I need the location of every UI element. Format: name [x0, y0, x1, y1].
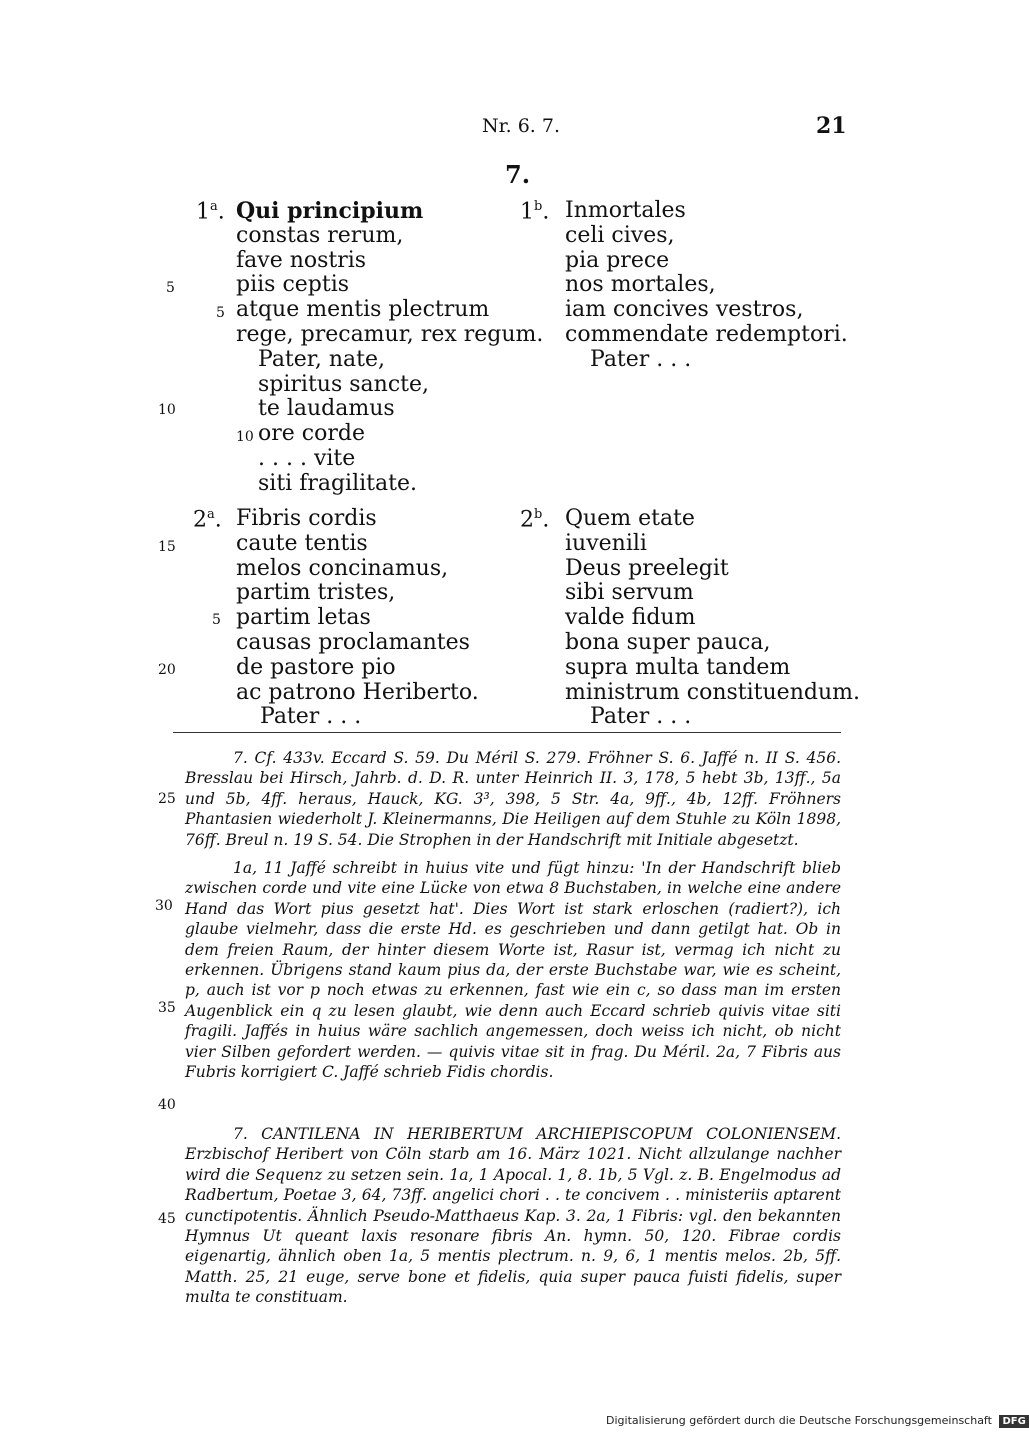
margin-line-number: 5 — [166, 280, 175, 296]
margin-line-number: 40 — [158, 1097, 176, 1113]
verse-line: spiritus sancte, — [258, 371, 430, 397]
verse-line: te laudamus — [258, 396, 395, 422]
verse-number: 5 — [212, 612, 221, 628]
verse-line: ore corde — [258, 421, 365, 447]
dfg-logo: DFG — [999, 1415, 1028, 1428]
strophe-1a — [236, 199, 543, 497]
verse-line: . . . . vite — [258, 445, 356, 471]
margin-line-number: 20 — [158, 662, 176, 678]
margin-line-number: 30 — [155, 898, 173, 914]
apparatus-note-variants: 1a, 11 Jaffé schreibt in huius vite und fügt hinzu: 'In der Handschrift blieb zwischen corde und vite eine Lücke von etwa 8 Buchstaben, in welche eine andere Hand das Wort pius gesetzt hat'. Dies Wort ist stark erloschen (radiert?), ich glaube vielmehr, dass die erste Hd. es geschrieben und dann getilgt hat. Ob in dem freien Raum, der hinter diesem Worte ist, Rasur ist, vermag ich nicht zu erkennen. Übrigens stand kaum pius da, der erste Buchstabe war, wie es scheint, p, auch ist vor p noch etwas zu erkennen, fast wie ein c, so dass man im ersten Augenblick ein q zu lesen glaubt, wie denn auch Eccard schrieb quivis vitae siti fragili. Jaffés in huius wäre sachlich angemessen, doch weiss ich nicht, ob nicht vier Silben gefordert werden. — quivis vitae sit in frag. Du Méril. 2a, 7 Fibris aus Fubris korrigiert C. Jaffé schrieb Fidis chordis. — [185, 859, 841, 1082]
verse-line: de pastore pio — [236, 654, 396, 680]
verse-line: Pater, nate, — [258, 346, 386, 372]
verse-line: fave nostris — [236, 247, 367, 273]
verse-line: constas rerum, — [236, 222, 404, 248]
page-number: 21 — [816, 113, 847, 139]
verse-line: piis ceptis — [236, 272, 350, 298]
verse-line: sibi servum — [565, 580, 694, 606]
verse-line: commendate redemptori. — [565, 321, 848, 347]
strophe-2b — [565, 507, 860, 730]
apparatus-note-sources: 7. Cf. 433v. Eccard S. 59. Du Méril S. 279. Fröhner S. 6. Jaffé n. II S. 456. Bresslau bei Hirsch, Jahrb. d. D. R. unter Heinrich II. 3, 178, 5 hebt 3b, 13ff., 5a und 5b, 4ff. heraus, Hauck, KG. 3³, 398, 5 Str. 4a, 9ff., 4b, 12ff. Fröhners Phantasien wiederholt J. Kleinermanns, Die Heiligen auf dem Stuhle zu Köln 1898, 76ff. Breul n. 19 S. 54. Die Strophen in der Handschrift mit Initiale abgesetzt. — [185, 749, 841, 849]
margin-line-number: 10 — [158, 402, 176, 418]
strophe-2a — [236, 507, 479, 730]
margin-line-number: 15 — [158, 539, 176, 555]
critical-apparatus — [185, 748, 841, 1083]
strophe-label-2a: 2$^a$. — [193, 507, 222, 533]
verse-line: nos mortales, — [565, 272, 716, 298]
verse-line: Pater . . . — [260, 704, 362, 730]
strophe-label-1a: 1$^a$. — [196, 199, 225, 225]
poem-number: 7. — [505, 160, 531, 189]
verse-line: partim letas — [236, 605, 371, 631]
verse-line: supra multa tandem — [565, 654, 791, 680]
verse-line: Quem etate — [565, 506, 695, 531]
verse-line: partim tristes, — [236, 580, 396, 606]
running-head: Nr. 6. 7. — [482, 115, 560, 137]
commentary — [185, 1124, 841, 1308]
verse-line: ministrum constituendum. — [565, 679, 860, 705]
credit-text: Digitalisierung gefördert durch die Deutsche Forschungsgemeinschaft — [606, 1414, 992, 1427]
commentary-text: 7. CANTILENA IN HERIBERTUM ARCHIEPISCOPUM COLONIENSEM. Erzbischof Heribert von Cöln starb am 16. März 1021. Nicht allzulange nachher wird die Sequenz zu setzen sein. 1a, 1 Apocal. 1, 8. 1b, 5 Vgl. z. B. Engelmodus ad Radbertum, Poetae 3, 64, 73ff. angelici chori . . te concivem . . ministeriis aptarent cunctipotentis. Ähnlich Pseudo-Matthaeus Kap. 3. 2a, 1 Fibris: vgl. den bekannten Hymnus Ut queant laxis resonare fibris An. hymn. 50, 120. Fibrae cordis eigenartig, ähnlich oben 1a, 5 mentis plectrum. n. 9, 6, 1 mentis melos. 2b, 5ff. Matth. 25, 21 euge, serve bone et fidelis, quia super pauca fuisti fidelis, super multa te constituam. — [185, 1125, 841, 1307]
verse-line: Deus preelegit — [565, 555, 729, 581]
verse-line: melos concinamus, — [236, 555, 449, 581]
strophe-label-2b: 2$^b$. — [520, 507, 550, 533]
strophe-1b — [565, 199, 848, 373]
verse-number: 5 — [216, 305, 225, 321]
margin-line-number: 35 — [158, 1000, 176, 1016]
verse-line: causas proclamantes — [236, 629, 470, 655]
verse-line: valde fidum — [565, 605, 696, 631]
strophe-label-1b: 1$^b$. — [520, 199, 550, 225]
verse-line: Fibris cordis — [236, 506, 377, 531]
verse-line: celi cives, — [565, 222, 675, 248]
digitization-credit — [606, 1414, 1029, 1428]
apparatus-divider — [173, 732, 841, 733]
verse-line: atque mentis plectrum — [236, 297, 490, 323]
verse-line: Qui principium — [236, 198, 424, 224]
verse-line: Inmortales — [565, 198, 686, 223]
verse-line: Pater . . . — [590, 704, 692, 730]
verse-line: iuvenili — [565, 530, 647, 556]
verse-line: bona super pauca, — [565, 629, 771, 655]
verse-line: caute tentis — [236, 530, 368, 556]
verse-line: siti fragilitate. — [258, 470, 417, 496]
margin-line-number: 45 — [158, 1211, 176, 1227]
margin-line-number: 25 — [158, 791, 176, 807]
verse-line: pia prece — [565, 247, 670, 273]
verse-number: 10 — [236, 429, 254, 445]
verse-line: ac patrono Heriberto. — [236, 679, 479, 705]
verse-line: iam concives vestros, — [565, 297, 804, 323]
verse-line: rege, precamur, rex regum. — [236, 321, 544, 347]
verse-line: Pater . . . — [590, 346, 692, 372]
